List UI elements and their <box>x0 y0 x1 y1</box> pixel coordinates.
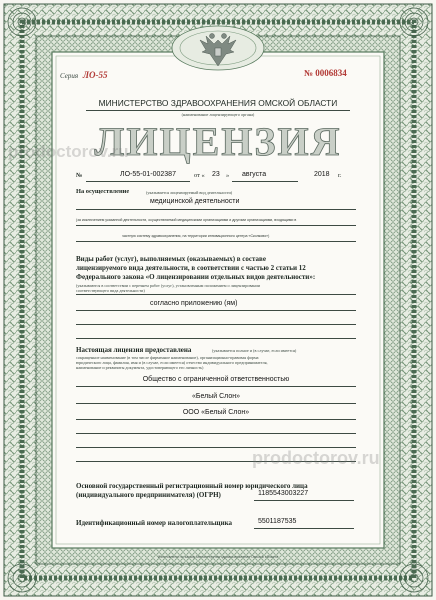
licensee-short-name: ООО «Белый Слон» <box>182 409 250 416</box>
licensee-intro: Настоящая лицензия предоставлена <box>76 346 192 354</box>
works-line1: Виды работ (услуг), выполняемых (оказываемых) в составе <box>76 255 266 263</box>
day-close-quote: » <box>226 172 230 179</box>
license-month: августа <box>242 171 267 178</box>
works-line2: лицензируемого вида деятельности, в соответствии с частью 2 статьи 12 <box>76 264 306 272</box>
license-year: 2018 <box>314 171 330 178</box>
ministry-caption: (наименование лицензирующего органа) <box>181 112 255 117</box>
date-from-label: от « <box>194 172 205 179</box>
series-label: Серия <box>60 72 79 80</box>
ogrn-label-line1: Основной государственный регистрационный номер юридического лица <box>76 482 308 490</box>
works-line3: Федерального закона «О лицензировании отдельных видов деятельности»: <box>76 273 316 281</box>
license-day: 23 <box>212 171 220 178</box>
watermark-top: prodoctorov.ru <box>8 142 129 161</box>
footer-microtext: Изготовлено по заказу Министерства здравоохранения Омской области <box>157 555 279 559</box>
activity-label: На осуществление <box>76 188 130 195</box>
activity-note-line1: (за исключением указанной деятельности, осуществляемой медицинскими организациями и другими организациями, входящими в <box>76 218 297 222</box>
ogrn-label-line2: (индивидуального предпринимателя) (ОГРН) <box>76 491 221 499</box>
document-title: ЛИЦЕНЗИЯ <box>94 119 342 164</box>
ogrn-value: 1185543003227 <box>258 490 309 497</box>
licensee-full-name: Общество с ограниченной ответственностью <box>142 376 290 383</box>
license-number-sign: № <box>76 172 83 179</box>
number-sign: № <box>304 68 314 78</box>
licensee-caption2: сокращенное наименование (в том числе фирменное наименование), организационно-правовая форма <box>76 355 259 360</box>
licensee-caption4: наименование и реквизиты документа, удостоверяющего его личность) <box>76 365 204 370</box>
activity-caption: (указывается лицензируемый вид деятельности) <box>146 190 233 195</box>
licensee-intro-caption: (указывается полное и (в случае, если имеется) <box>212 348 297 353</box>
year-suffix: г. <box>338 172 342 179</box>
activity-value: медицинской деятельности <box>150 198 240 205</box>
licensee-brand: «Белый Слон» <box>192 393 240 400</box>
inn-value: 5501187535 <box>258 518 297 525</box>
watermark-bottom: prodoctorov.ru <box>252 448 380 468</box>
license-number: ЛО-55-01-002387 <box>120 171 176 178</box>
licensee-caption3: юридического лица, фамилия, имя и (в случае, если имеется) отчество индивидуального предпринимателя, <box>76 360 268 365</box>
series-value: ЛО-55 <box>82 70 108 80</box>
works-value: согласно приложению (ям) <box>150 300 238 307</box>
activity-note-line2: частную систему здравоохранения, на территории инновационного центра «Сколково») <box>122 234 270 238</box>
inn-label: Идентификационный номер налогоплательщика <box>76 519 233 527</box>
works-caption1: (указываются в соответствии с перечнем работ (услуг), установленным положением о лицензировании <box>76 283 260 288</box>
works-caption2: соответствующего вида деятельности) <box>76 288 145 293</box>
ministry-name: МИНИСТЕРСТВО ЗДРАВООХРАНЕНИЯ ОМСКОЙ ОБЛАСТИ <box>98 98 338 108</box>
blank-number: 0006834 <box>315 68 347 78</box>
double-headed-eagle-icon <box>198 30 238 68</box>
